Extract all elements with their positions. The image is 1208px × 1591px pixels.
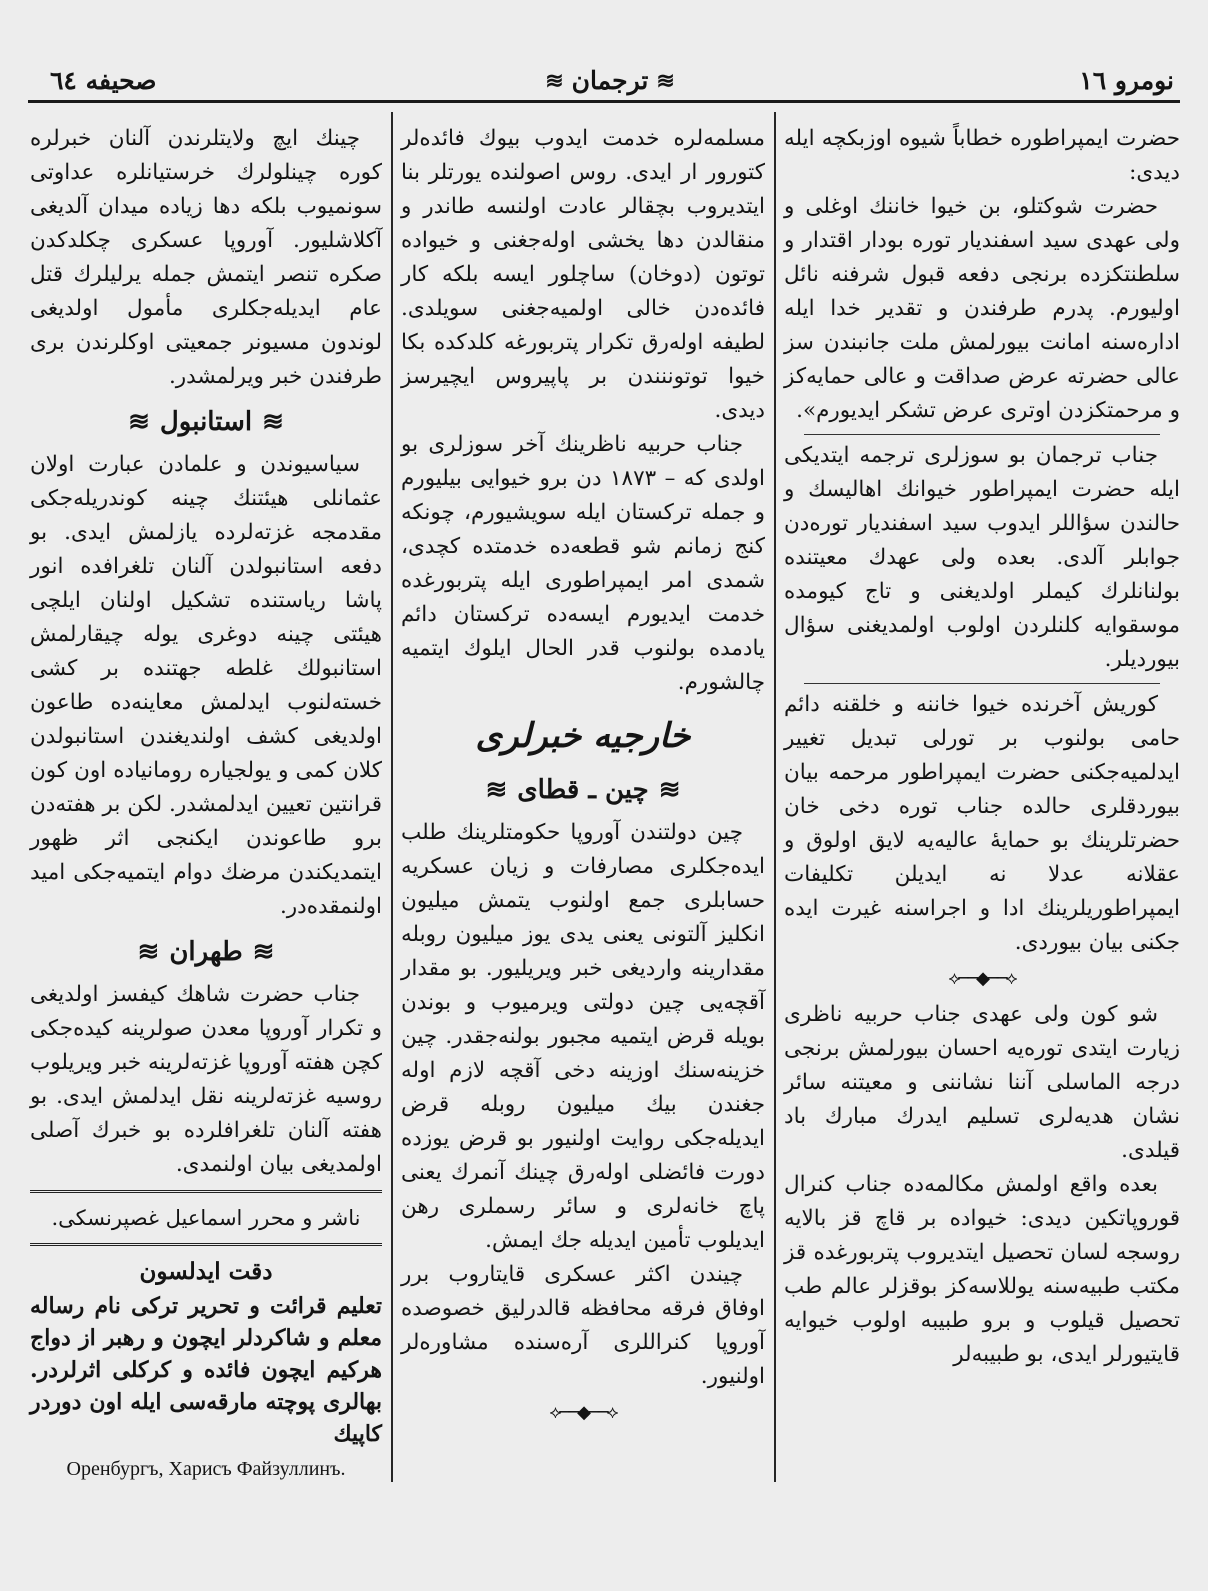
section-heading-tehran <box>30 932 382 972</box>
ornament-right-icon: ≋ <box>656 68 675 94</box>
foreign-news-heading: خارجیه خبرلری <box>475 716 691 756</box>
section-divider: ⟡──◆──⟡ <box>549 1402 617 1423</box>
article-paragraph: سیاسیوندن و علمادن عبارت اولان عثمانلی هیئتنك چینه کوندریله‌جکی مقدمجه غزته‌لرده یازلمش ایدی. بو دفعه استانبولدن آلنان تلغرافده انور پاشا ریاستنده تشکیل اولنان ایلچی هیئتی چینه دوغری یوله چیقارلمش استانبولك غلطه جهتنده بر کشی خسته‌لنوب ایدلمش معاینه‌ده طاعون اولدیغی کشف اولندیغندن استانبولدن کلان کمی و یولجیاره رومانیاده اون کون قرانتین تعیین ایدلمشدر. لکن بر هفته‌دن برو طاعوندن ایکنجی اثر ظهور ایتمدیکندن مرضك دوام ایتمیه‌جکی امید اولنمقده‌در. <box>30 452 382 919</box>
masthead-title <box>545 64 675 98</box>
flourish-icon: ≋ <box>252 937 275 967</box>
article-paragraph: مسلمه‌لره خدمت ایدوب بیوك فائده‌لر کتورور ار ایدی. روس اصولنده یورتلر بنا ایتدیروب بچقالر عادت اولنسه طاندر و منقالدن دها یخشی اوله‌جغنی و خیواده توتون (دوخان) ساچلور ایسه بلکه کار فائده‌دن خالی اولمیه‌جغنی سویلدی. لطیفه اوله‌رق تکرار پتربورغه کلدکده بکا خیوا توتوننندن بر پاپیروس ایچیرسز دیدی. <box>401 126 765 423</box>
article-paragraph: کوریش آخرنده خیوا خاننه و خلقنه دائم حامی بولنوب بر تورلی تبدیل تغییر ایدلمیه‌جکنی حضرت ایمپراطور مرحمه بیان بیوردقلری حالده جناب توره دخی خان حضرتلرینك بو حمایهٔ عالیه‌یه لایق اولوق و عقلانه عدلا نه ایدیلن تکلیفات ایمپراطوریلرینك ادا و اجراسنه غیرت ایده جکنی بیان بیوردی. <box>784 692 1180 955</box>
article-paragraph: چیندن اکثر عسکری قایتاروب برر اوفاق فرقه محافظه قالدرلیق خصوصده آوروپا کنراللری آره‌سنده مشاوره‌لر اولنیور. <box>401 1262 765 1389</box>
printer-imprint: Оренбургъ, Харисъ Файзуллинъ. <box>66 1458 346 1480</box>
page-header <box>40 64 1180 100</box>
paragraph-rule <box>804 683 1160 684</box>
advert-rule <box>30 1243 382 1246</box>
section-title: استانبول <box>159 407 253 437</box>
header-rule <box>28 100 1180 103</box>
flourish-icon: ≋ <box>137 937 160 967</box>
article-paragraph: شو کون ولی عهدی جناب حربیه ناظری زیارت ایتدی توره‌یه احسان بیورلمش برنجی درجه الماسلی آننا نشاننی و معیتنه سائر نشان هدیه‌لری تسلیم ایدرك مبارك باد قیلدی. <box>784 1002 1180 1163</box>
masthead-title-text: ترجمان <box>571 66 649 95</box>
publisher-line: ناشر و محرر اسماعیل غصپرنسکی. <box>51 1206 361 1230</box>
flourish-icon: ≋ <box>485 775 508 805</box>
advert-title: دقت ایدلسون <box>139 1258 273 1285</box>
section-title: چین ـ قطای <box>517 775 649 805</box>
article-paragraph: حضرت ایمپراطوره خطاباً شیوه اوزبکچه ایله دیدی: <box>784 126 1180 185</box>
article-paragraph: چینك ایچ ولایتلرندن آلنان خبرلره کوره چینلولرك خرستیانلره عداوتی سونمیوب بلکه دها زیاده میدان آلدیغی آکلاشلیور. آوروپا عسکری چکلدکدن صکره تنصر ایتمش جمله یرلیلرك قتل عام ایدیله‌جکلری مأمول اولدیغی لوندون مسیونر جمعیتی اوکلرندن بری طرفندن خبر ویرلمشدر. <box>30 126 382 389</box>
flourish-icon: ≋ <box>262 407 284 437</box>
article-paragraph: جناب حربیه ناظرینك آخر سوزلری بو اولدی که – ١٨٧٣ دن برو خیوایی بیلیورم و جمله ترکستان ایله سویشیورم، چونکه کنج زمانم شو قطعه‌ده خدمتده کچدی، شمدی امر ایمپراطوری ایله پتربورغده خدمت ایدیورم ایسه‌ده ترکستان دائم یادمده بولنوب قدر الحال ایلوك ایتمیه چالشورم. <box>401 432 765 695</box>
section-heading-china <box>401 770 765 810</box>
article-paragraph: جناب حضرت شاهك کیفسز اولدیغی و تکرار آوروپا معدن صولرینه کیده‌جکی کچن هفته آوروپا غزته‌لرینه خبر ویریلوب روسیه غزته‌لرینه نقل ایدلمش ایدی. بو هفته آلنان تلغرافلرده بو خبرك آصلی اولمدیغی بیان اولنمدی. <box>30 982 382 1177</box>
article-paragraph: بعده واقع اولمش مکالمه‌ده جناب کنرال قوروپاتکین دیدی: خیواده بر قاچ قز بالایه روسجه لسان تحصیل ایتدیروب پتربورغده قز مکتب طبیه‌سنه یوللاسه‌کز بوقزلر عالم طب تحصیل قیلوب و برو طبیبه اولوب خیوایه قایتیورلر ایدی، بو طبیبه‌لر <box>784 1172 1180 1367</box>
column-middle <box>401 122 765 1432</box>
flourish-icon: ≋ <box>128 407 150 437</box>
issue-number-label: نومرو ١٦ <box>1079 66 1174 95</box>
article-paragraph: چین دولتندن آوروپا حکومتلرینك طلب ایده‌جکلری مصارفات و زیان عسکریه حسابلری جمع اولنوب یتمش میلیون انکلیز آلتونی یعنی یدی یوز میلیون روبله مقدارینه واردیغی خبر ویریلیور. بو مقدار آقچه‌یی چین دولتی ویرمیوب و بوندن بویله قرض ایتمیه مجبور بولنه‌جقدر. چین خزینه‌سنك اوزینه دخی آقچه لازم اوله جغندن بیك میلیون روبله قرض ایدیله‌جکی روایت اولنیور بو قرض یوزده دورت فائضلی اوله‌رق چینك آنمرك یعنی پاچ خانه‌لری و سائر رسملری رهن ایدیلوب تأمین ایدیله جك ایمش. <box>401 820 765 1253</box>
column-divider-left <box>391 112 393 1482</box>
section-title: طهران <box>169 937 243 967</box>
column-divider-right <box>774 112 776 1482</box>
advert-text: تعلیم قرائت و تحریر ترکی نام رساله معلم و شاکردلر ایچون و رهبر از دواج هرکیم ایچون فائده و کرکلی اثرلردر. بهالری پوچته مارقه‌سی ایله اون دوردر کاپیك <box>30 1293 382 1447</box>
section-heading-istanbul <box>30 402 382 442</box>
paragraph-rule <box>804 434 1160 435</box>
ornament-left-icon: ≋ <box>545 68 564 94</box>
page-number-label: صحیفه ٦٤ <box>50 66 157 95</box>
article-paragraph: حضرت شوکتلو، بن خیوا خاننك اوغلی و ولی عهدی سید اسفندیار توره بودار اقتدار و سلطنتکزده برنجی دفعه قبول شرفنه نائل اولیورم. پدرم طرفندن و تقدیر خدا ایله اداره‌سنه امانت بیورلمش ملت جانبندن سز عالی حضرته عرض صداقت و عالی حمایه‌کز و مرحمتکزدن اوتری عرض تشکر ایدیورم». <box>784 194 1180 423</box>
column-right <box>784 122 1180 1372</box>
column-left <box>30 122 382 1484</box>
section-divider: ⟡──◆──⟡ <box>948 968 1016 989</box>
flourish-icon: ≋ <box>658 775 681 805</box>
article-paragraph: جناب ترجمان بو سوزلری ترجمه ایتدیکی ایله حضرت ایمپراطور خیوانك اهالیسك و حالندن سؤاللر ایدوب سید اسفندیار توره‌دن جوابلر آلدی. بعده ولی عهدك معیتنده بولنانلرك کیملر اولدیغنی و تاج کیومده موسقوایه کلنلردن اولوب اولمدیغنی سؤال بیوردیلر. <box>784 443 1180 672</box>
publisher-rule <box>30 1190 382 1193</box>
